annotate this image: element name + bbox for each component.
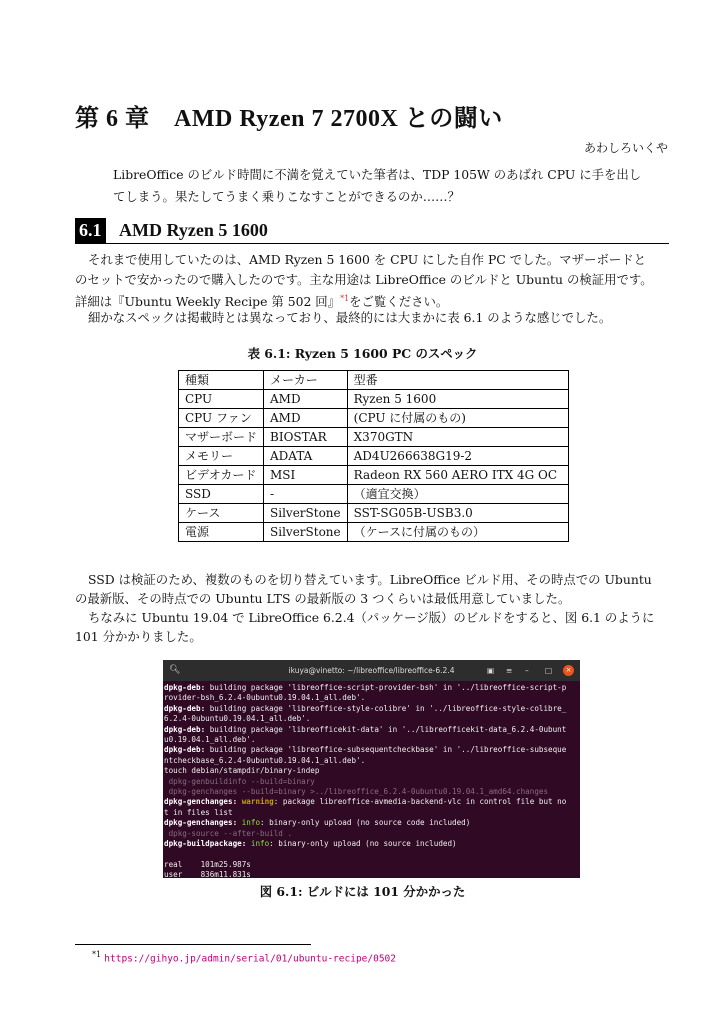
table-cell: （ケースに付属のもの）: [347, 523, 568, 542]
paragraph-line: それまで使用していたのは、AMD Ryzen 5 1600 を CPU にした自作 PC でした。マザーボードと: [88, 252, 647, 267]
table-cell: Ryzen 5 1600: [347, 390, 568, 409]
terminal-text: t in files list: [164, 807, 233, 817]
terminal-text: dpkg-deb:: [164, 703, 206, 713]
terminal-text: u0.19.04.1_all.deb'.: [164, 735, 256, 745]
paragraph-line: のセットで安かったので購入したのです。主な用途は LibreOffice のビルドと Ubuntu の検証用です。: [75, 272, 653, 287]
table-cell: (CPU に付属のもの): [347, 409, 568, 428]
terminal-text: dpkg-deb:: [164, 683, 206, 692]
terminal-text: warning: [237, 797, 274, 807]
column-header: メーカー: [264, 371, 348, 390]
table-header-row: [179, 371, 569, 390]
minimize-icon[interactable]: –: [525, 666, 529, 675]
terminal-text: 6.2.4-0ubuntu0.19.04.1_all.deb'.: [164, 714, 311, 724]
table-cell: X370GTN: [347, 428, 568, 447]
abstract-line: てしまう。果たしてうまく乗りこなすことができるのか……？: [113, 189, 460, 204]
maximize-icon[interactable]: □: [545, 666, 553, 675]
terminal-line: [164, 808, 580, 818]
paragraph-line: ちなみに Ubuntu 19.04 で LibreOffice 6.2.4（パッケージ版）のビルドをすると、図 6.1 のように: [88, 610, 655, 625]
terminal-titlebar: [163, 660, 580, 681]
table-cell: SilverStone: [264, 523, 348, 542]
table-row: [179, 409, 569, 428]
column-header: 種類: [179, 371, 264, 390]
terminal-line: [164, 756, 580, 766]
table-row: [179, 447, 569, 466]
section-number: 6.1: [75, 218, 106, 243]
spec-table: [178, 370, 569, 542]
terminal-text: building package 'libreoffice-subsequentcheckbase' in '../libreoffice-subseque: [205, 745, 567, 755]
terminal-text: info: [246, 839, 270, 849]
paragraph-line: 細かなスペックは掲載時とは異なっており、最終的には大まかに表 6.1 のような感じでした。: [88, 310, 612, 325]
text: 詳細は『Ubuntu Weekly Recipe 第 502 回』: [75, 294, 341, 310]
search-icon[interactable]: 🔍︎: [169, 665, 181, 675]
table-cell: CPU ファン: [179, 409, 264, 428]
table-cell: CPU: [179, 390, 264, 409]
terminal-text: building package 'libreofficekit-data' in '../libreofficekit-data_6.2.4-0ubunt: [205, 724, 567, 734]
terminal-text: dpkg-genchanges:: [164, 818, 238, 828]
table-cell: ケース: [179, 504, 264, 523]
table-cell: MSI: [264, 466, 348, 485]
text: をご覧ください。: [349, 294, 449, 310]
terminal-title: ikuya@vinetto: ~/libreoffice/libreoffice-6.2.4: [288, 666, 455, 675]
terminal-text: dpkg-source --after-build .: [164, 828, 293, 838]
table-cell: SSD: [179, 485, 264, 504]
table-row: [179, 466, 569, 485]
author: あわしろいくや: [583, 141, 668, 155]
terminal-text: building package 'libreoffice-style-colibre' in '../libreoffice-style-colibre_: [205, 703, 567, 713]
table-cell: Radeon RX 560 AERO ITX 4G OC: [347, 466, 568, 485]
terminal-line: [164, 735, 580, 745]
table-cell: AMD: [264, 409, 348, 428]
terminal-line: [164, 683, 580, 693]
terminal-line: [164, 693, 580, 703]
table-cell: メモリー: [179, 447, 264, 466]
footnote-rule: [75, 944, 311, 945]
table-row: [179, 523, 569, 542]
terminal-text: dpkg-genbuildinfo --build=binary: [164, 776, 315, 786]
terminal-text: user 836m11.831s: [164, 870, 251, 878]
terminal-text: rovider-bsh_6.2.4-0ubuntu0.19.04.1_all.deb'.: [164, 693, 366, 703]
footnote-link[interactable]: https://gihyo.jp/admin/serial/01/ubuntu-recipe/0502: [104, 953, 396, 965]
table-cell: BIOSTAR: [264, 428, 348, 447]
paragraph-line: の最新版、その時点での Ubuntu LTS の最新版の 3 つくらいは最低用意していました。: [75, 591, 571, 606]
figure-caption: 図 6.1: ビルドには 101 分かかった: [259, 884, 466, 899]
table-cell: 電源: [179, 523, 264, 542]
terminal-text: touch debian/stampdir/binary-indep: [164, 766, 320, 776]
terminal-line: [164, 839, 580, 849]
table-row: [179, 390, 569, 409]
new-tab-icon[interactable]: ▣: [487, 666, 495, 675]
terminal-line: [164, 860, 580, 870]
terminal-line: [164, 714, 580, 724]
terminal-text: dpkg-genchanges:: [164, 797, 238, 807]
terminal-line: [164, 745, 580, 755]
footnote-ref[interactable]: *1: [340, 294, 350, 303]
terminal-line: [164, 818, 580, 828]
footnote-mark: *1: [92, 950, 102, 959]
table-cell: （適宜交換）: [347, 485, 568, 504]
column-header: 型番: [347, 371, 568, 390]
terminal-line: [164, 797, 580, 807]
table-cell: AD4U266638G19-2: [347, 447, 568, 466]
abstract-line: LibreOffice のビルド時間に不満を覚えていた筆者は、TDP 105W のあばれ CPU に手を出し: [113, 167, 642, 182]
chapter-title: 第 6 章 AMD Ryzen 7 2700X との闘い: [75, 106, 503, 132]
terminal-text: : package libreoffice-avmedia-backend-vlc in control file but no: [273, 797, 567, 807]
terminal-line: [164, 870, 580, 878]
table-cell: ADATA: [264, 447, 348, 466]
terminal-text: : binary-only upload (no source code included): [260, 818, 471, 828]
terminal-text: dpkg-genchanges --build=binary >../libreoffice_6.2.4-0ubuntu0.19.04.1_amd64.changes: [164, 787, 549, 797]
table-caption: 表 6.1: Ryzen 5 1600 PC のスペック: [247, 346, 478, 361]
terminal-text: info: [237, 818, 261, 828]
table-cell: -: [264, 485, 348, 504]
footnote: [92, 950, 396, 964]
table-cell: AMD: [264, 390, 348, 409]
terminal-line: [164, 725, 580, 735]
terminal-line: [164, 850, 580, 860]
terminal-text: : binary-only upload (no source included): [269, 839, 457, 849]
terminal-text: building package 'libreoffice-script-provider-bsh' in '../libreoffice-script-p: [205, 683, 567, 692]
terminal-text: dpkg-deb:: [164, 724, 206, 734]
section-heading: [75, 218, 669, 244]
section-title: AMD Ryzen 5 1600: [119, 220, 268, 240]
menu-icon[interactable]: ≡: [506, 666, 513, 675]
terminal-line: [164, 766, 580, 776]
paragraph-line: SSD は検証のため、複数のものを切り替えています。LibreOffice ビルド用、その時点での Ubuntu: [88, 572, 652, 587]
table-row: [179, 485, 569, 504]
table-cell: ビデオカード: [179, 466, 264, 485]
terminal-text: ntcheckbase_6.2.4-0ubuntu0.19.04.1_all.deb'.: [164, 755, 366, 765]
table-cell: SilverStone: [264, 504, 348, 523]
terminal-line: [164, 829, 580, 839]
close-icon[interactable]: ×: [563, 665, 574, 676]
terminal-text: real 101m25.987s: [164, 859, 251, 869]
paragraph-line: 101 分かかりました。: [75, 629, 202, 644]
terminal-output: [163, 681, 580, 878]
table-cell: マザーボード: [179, 428, 264, 447]
table-row: [179, 504, 569, 523]
terminal-line: [164, 777, 580, 787]
terminal-screenshot: [163, 660, 580, 878]
terminal-line: [164, 704, 580, 714]
table-cell: SST-SG05B-USB3.0: [347, 504, 568, 523]
terminal-line: [164, 787, 580, 797]
terminal-text: dpkg-deb:: [164, 745, 206, 755]
terminal-text: dpkg-buildpackage:: [164, 839, 247, 849]
table-row: [179, 428, 569, 447]
